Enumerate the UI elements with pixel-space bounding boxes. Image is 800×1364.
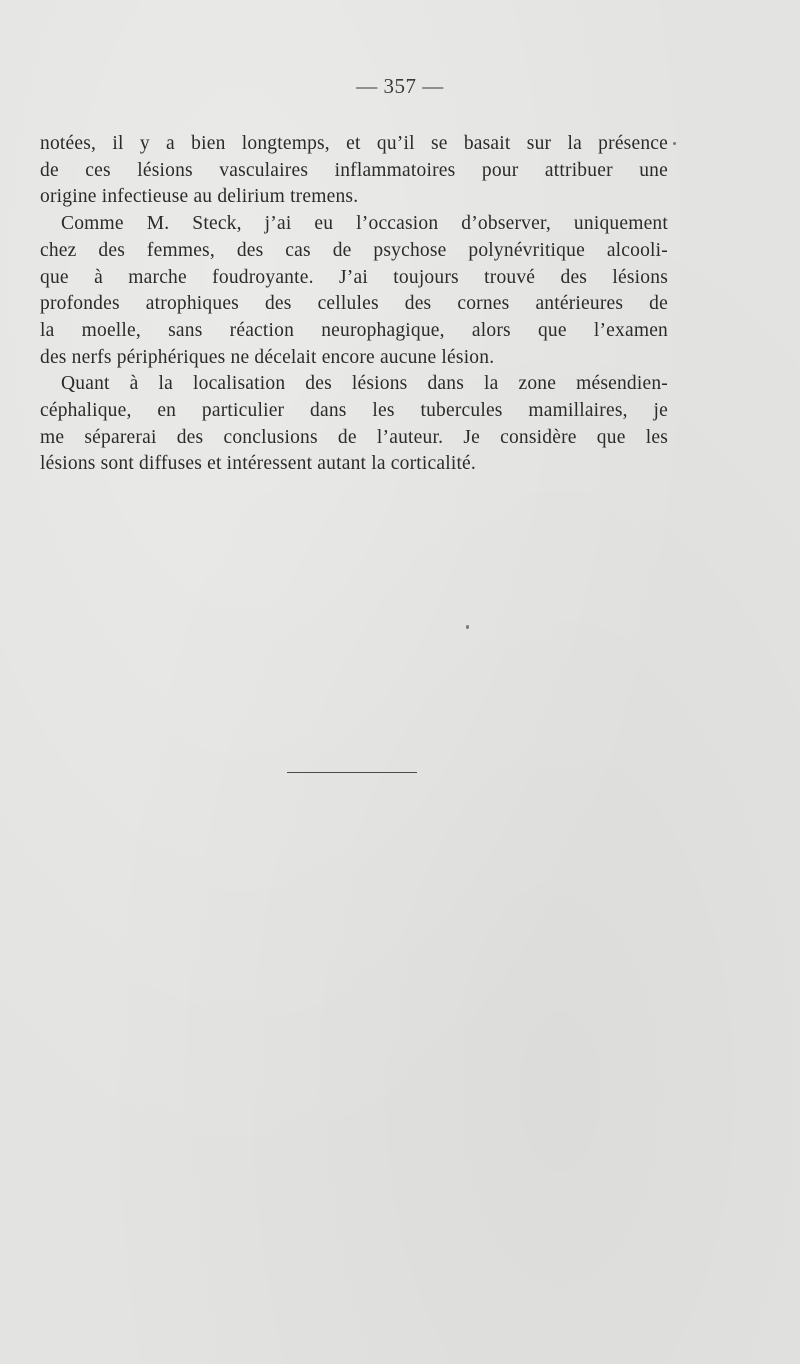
section-separator bbox=[287, 772, 417, 773]
scan-speck bbox=[673, 142, 676, 145]
text-line: origine infectieuse au delirium tremens. bbox=[40, 186, 359, 208]
text-line: Comme M. Steck, j’ai eu l’occasion d’observer, uniquement bbox=[61, 213, 668, 235]
text-line: céphalique, en particulier dans les tubercules mamillaires, je bbox=[40, 400, 668, 422]
page-number: — 357 — bbox=[356, 74, 444, 98]
text-line: notées, il y a bien longtemps, et qu’il se basait sur la présence bbox=[40, 133, 668, 154]
text-line: que à marche foudroyante. J’ai toujours trouvé des lésions bbox=[40, 266, 668, 288]
text-line: me séparerai des conclusions de l’auteur. Je considère que les bbox=[40, 426, 668, 448]
text-line: profondes atrophiques des cellules des cornes antérieures de bbox=[40, 293, 668, 315]
text-line: de ces lésions vasculaires inflammatoires pour attribuer une bbox=[40, 159, 668, 181]
text-line: des nerfs périphériques ne décelait encore aucune lésion. bbox=[40, 346, 495, 368]
text-line: lésions sont diffuses et intéressent autant la corticalité. bbox=[40, 453, 476, 475]
text-line: Quant à la localisation des lésions dans la zone mésendien- bbox=[61, 373, 668, 395]
body-text bbox=[40, 131, 668, 478]
text-line: chez des femmes, des cas de psychose polynévritique alcooli- bbox=[40, 239, 668, 261]
scan-speck bbox=[466, 625, 469, 629]
text-line: la moelle, sans réaction neurophagique, alors que l’examen bbox=[40, 319, 668, 341]
